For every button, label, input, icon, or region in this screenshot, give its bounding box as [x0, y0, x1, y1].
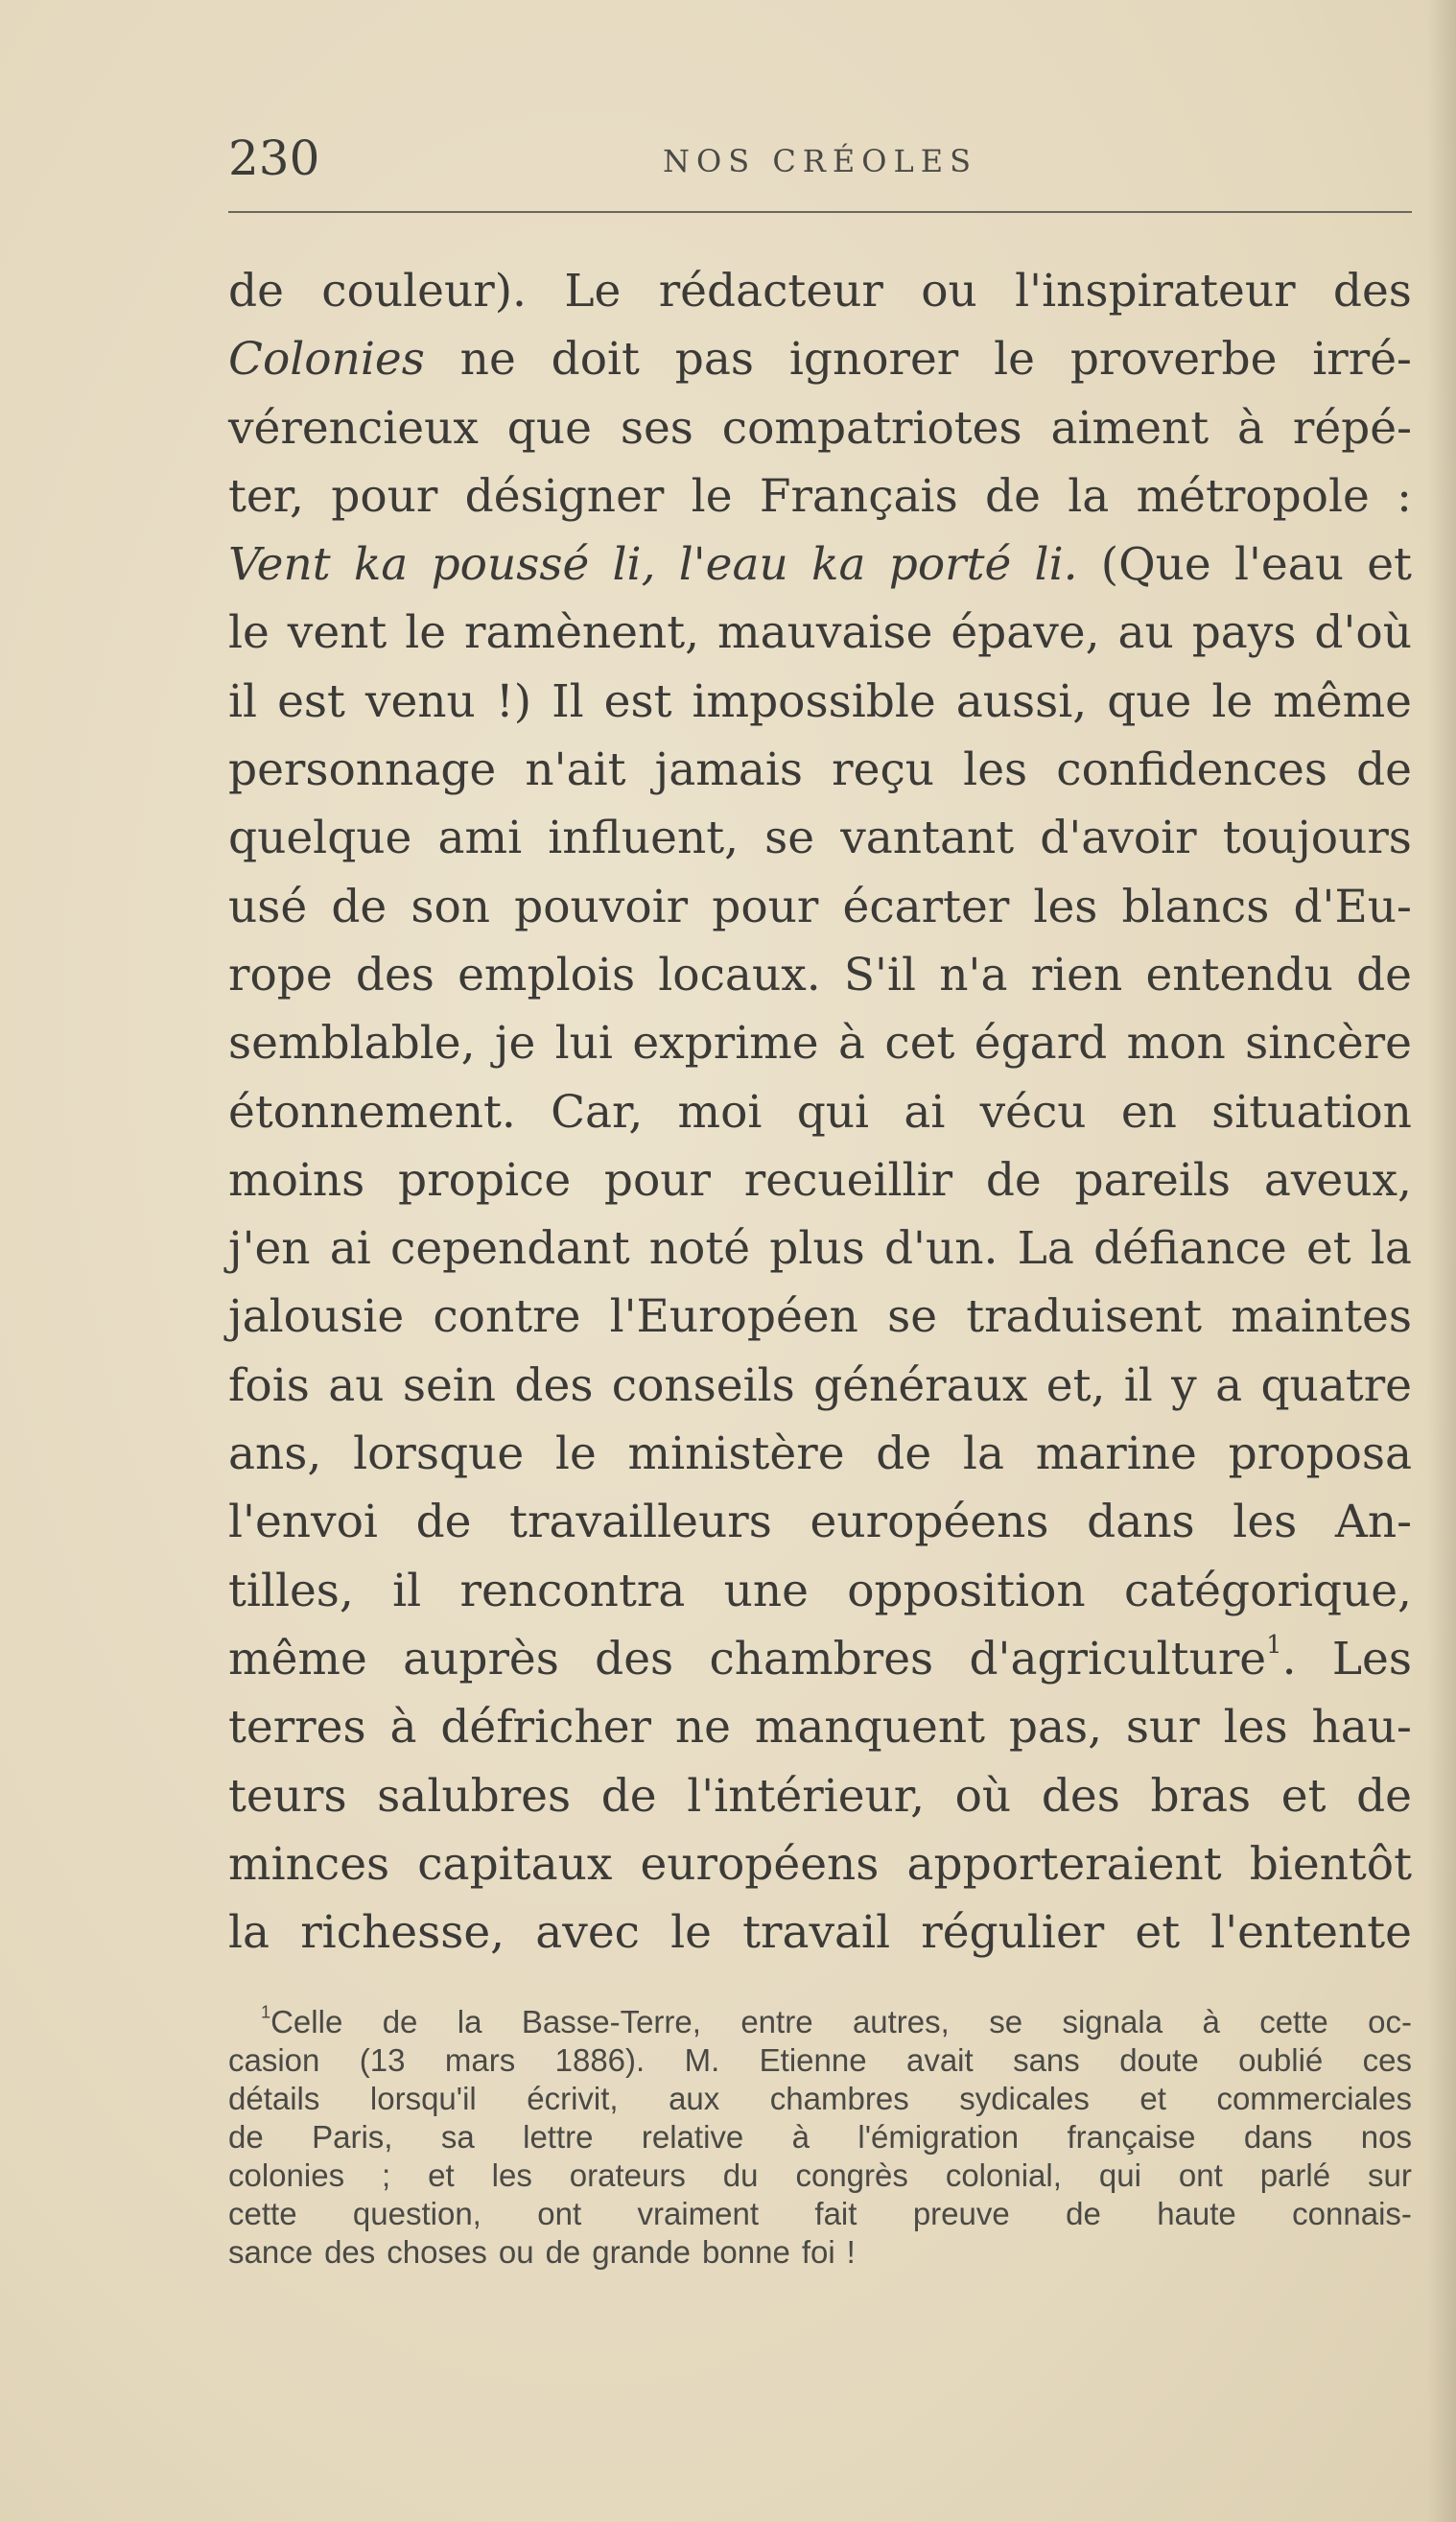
- footnote-line: cette question, ont vraiment fait preuve de haute connais-: [228, 2196, 1412, 2231]
- page-number: 230: [228, 130, 320, 186]
- text-line: minces capitaux européens apporteraient bientôt: [228, 1837, 1412, 1891]
- body-text: [228, 257, 1412, 1967]
- footnote-line: casion (13 mars 1886). M. Etienne avait sans doute oublié ces: [228, 2042, 1412, 2078]
- text-line: étonnement. Car, moi qui ai vécu en situation: [228, 1085, 1412, 1139]
- text-line: Vent ka poussé li, l'eau ka porté li. (Que l'eau et: [228, 538, 1412, 592]
- text-line: vérencieux que ses compatriotes aiment à répé-: [228, 401, 1412, 455]
- text-line: usé de son pouvoir pour écarter les blancs d'Eu-: [228, 880, 1412, 933]
- text-line: jalousie contre l'Européen se traduisent maintes: [228, 1290, 1412, 1344]
- text-line: ans, lorsque le ministère de la marine proposa: [228, 1427, 1412, 1481]
- text-line: de couleur). Le rédacteur ou l'inspirateur des: [228, 265, 1412, 318]
- text-line: terres à défricher ne manquent pas, sur les hau-: [228, 1701, 1412, 1755]
- text-line: même auprès des chambres d'agriculture$^1$. Les: [228, 1630, 1412, 1685]
- text-line: la richesse, avec le travail régulier et l'entente: [228, 1906, 1412, 1960]
- text-line: j'en ai cependant noté plus d'un. La défiance et la: [228, 1222, 1412, 1276]
- text-line: Colonies ne doit pas ignorer le proverbe irré-: [228, 333, 1412, 387]
- text-line: teurs salubres de l'intérieur, où des bras et de: [228, 1769, 1412, 1823]
- text-line: semblable, je lui exprime à cet égard mon sincère: [228, 1017, 1412, 1071]
- text-line: ter, pour désigner le Français de la métropole :: [228, 469, 1412, 523]
- text-line: rope des emplois locaux. S'il n'a rien entendu de: [228, 948, 1412, 1002]
- text-line: l'envoi de travailleurs européens dans les An-: [228, 1496, 1412, 1549]
- header-rule: [228, 211, 1412, 213]
- text-line: moins propice pour recueillir de pareils aveux,: [228, 1153, 1412, 1207]
- text-line: fois au sein des conseils généraux et, il y a quatre: [228, 1358, 1412, 1412]
- text-line: il est venu !) Il est impossible aussi, que le même: [228, 674, 1412, 728]
- footnote-line: sance des choses ou de grande bonne foi !: [228, 2234, 856, 2270]
- page-header: [228, 125, 1412, 192]
- page-edge-shadow: [1427, 0, 1456, 2522]
- footnote-line: colonies ; et les orateurs du congrès colonial, qui ont parlé sur: [228, 2157, 1412, 2193]
- text-line: le vent le ramènent, mauvaise épave, au pays d'où: [228, 606, 1412, 660]
- text-line: quelque ami influent, se vantant d'avoir toujours: [228, 812, 1412, 865]
- running-title: NOS CRÉOLES: [662, 143, 978, 179]
- footnote-line: $^1$Celle de la Basse-Terre, entre autres, se signala à cette oc-: [261, 2002, 1412, 2039]
- footnote: [228, 2003, 1412, 2272]
- footnote-line: détails lorsqu'il écrivit, aux chambres sydicales et commerciales: [228, 2081, 1412, 2116]
- footnote-line: de Paris, sa lettre relative à l'émigration française dans nos: [228, 2119, 1412, 2155]
- text-line: tilles, il rencontra une opposition catégorique,: [228, 1564, 1412, 1617]
- text-line: personnage n'ait jamais reçu les confidences de: [228, 743, 1412, 797]
